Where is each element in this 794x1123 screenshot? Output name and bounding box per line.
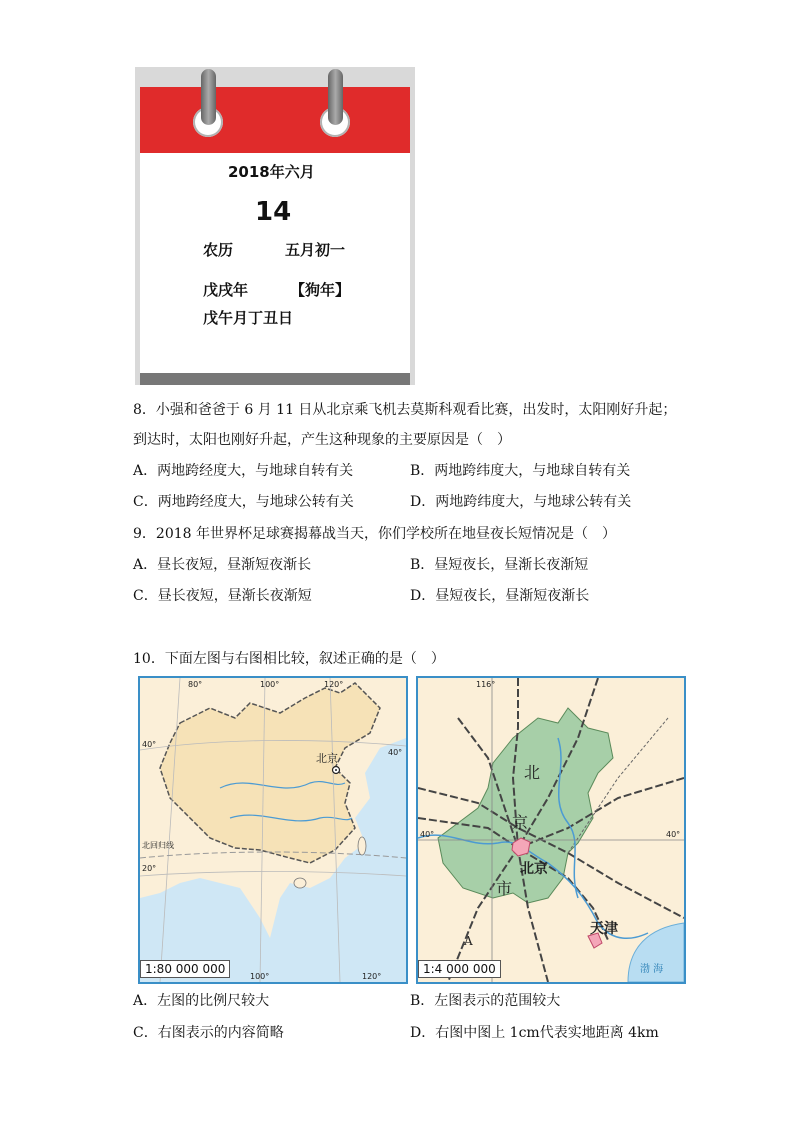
right-map-drawing bbox=[418, 678, 684, 982]
calendar-lunar-label: 农历 bbox=[203, 241, 234, 259]
left-map-beijing-label: 北京 bbox=[316, 752, 338, 765]
q8-option-a[interactable]: A．两地跨经度大，与地球自转有关 bbox=[133, 463, 354, 479]
q10-option-d[interactable]: D．右图中图上 1cm代表实地距离 4km bbox=[410, 1025, 659, 1041]
right-map-region-char-shi: 市 bbox=[496, 879, 513, 898]
left-map-bottom-lon-100: 100° bbox=[250, 972, 270, 981]
right-map-point-a: A bbox=[464, 934, 473, 948]
q8-stem-line1: 8．小强和爸爸于 6 月 11 日从北京乘飞机去莫斯科观看比赛，出发时，太阳刚好升起； bbox=[133, 402, 677, 418]
q8-option-b[interactable]: B．两地跨纬度大，与地球自转有关 bbox=[410, 463, 631, 479]
q9-option-a[interactable]: A．昼长夜短，昼渐短夜渐长 bbox=[133, 557, 312, 573]
left-map-lon-80: 80° bbox=[188, 680, 203, 689]
right-map-beijing bbox=[416, 676, 686, 984]
left-map-taiwan bbox=[358, 837, 366, 855]
calendar-ganzhi-month-day: 戊午月丁丑日 bbox=[203, 309, 294, 327]
left-map-tropic-label: 北回归线 bbox=[142, 841, 174, 850]
right-map-tianjin-label: 天津 bbox=[590, 921, 618, 937]
left-map-lat-20: 20° bbox=[142, 864, 157, 873]
q8-option-c[interactable]: C．两地跨经度大，与地球公转有关 bbox=[133, 494, 354, 510]
left-map-china bbox=[138, 676, 408, 984]
q9-stem: 9．2018 年世界杯足球赛揭幕战当天，你们学校所在地昼夜长短情况是（ ） bbox=[133, 526, 616, 542]
q10-option-b[interactable]: B．左图表示的范围较大 bbox=[410, 993, 561, 1009]
q8-option-d[interactable]: D．两地跨纬度大，与地球公转有关 bbox=[410, 494, 632, 510]
calendar-ganzhi-year: 戊戌年 bbox=[203, 281, 249, 299]
q10-stem: 10．下面左图与右图相比较，叙述正确的是（ ） bbox=[133, 651, 445, 667]
binding-ring-right-bar-icon bbox=[328, 69, 343, 125]
right-map-lat-40-right: 40° bbox=[666, 830, 681, 839]
calendar-page bbox=[140, 153, 410, 375]
right-map-scale: 1:4 000 000 bbox=[418, 960, 501, 978]
q10-option-a[interactable]: A．左图的比例尺较大 bbox=[133, 993, 270, 1009]
left-map-drawing bbox=[140, 678, 406, 982]
calendar-header bbox=[140, 87, 410, 153]
left-map-lon-100: 100° bbox=[260, 680, 280, 689]
calendar-day: 14 bbox=[255, 197, 292, 227]
q9-option-d[interactable]: D．昼短夜长，昼渐短夜渐长 bbox=[410, 588, 590, 604]
left-map-lon-120: 120° bbox=[324, 680, 344, 689]
right-map-bohai-label: 渤 海 bbox=[640, 964, 664, 975]
left-map-scale: 1:80 000 000 bbox=[140, 960, 230, 978]
calendar-zodiac: 【狗年】 bbox=[290, 281, 351, 299]
left-map-lat-40: 40° bbox=[142, 740, 157, 749]
calendar-bottom-edge bbox=[140, 373, 410, 385]
left-map-hainan bbox=[294, 878, 306, 888]
right-map-region-char-jing: 京 bbox=[512, 813, 529, 832]
q8-stem-line2: 到达时，太阳也刚好升起，产生这种现象的主要原因是（ ） bbox=[133, 432, 511, 448]
left-map-bottom-lon-120: 120° bbox=[362, 972, 382, 981]
calendar-image bbox=[135, 67, 415, 385]
q9-option-c[interactable]: C．昼长夜短，昼渐长夜渐短 bbox=[133, 588, 312, 604]
right-map-lon-116: 116° bbox=[476, 680, 496, 689]
q10-option-c[interactable]: C．右图表示的内容简略 bbox=[133, 1025, 284, 1041]
calendar-lunar-date: 五月初一 bbox=[285, 241, 346, 259]
right-map-beijing-label: 北京 bbox=[520, 861, 548, 877]
left-map-lat-40-right: 40° bbox=[388, 748, 403, 757]
calendar-year-month: 2018年六月 bbox=[228, 163, 315, 181]
right-map-lat-40-left: 40° bbox=[420, 830, 435, 839]
q9-option-b[interactable]: B．昼短夜长，昼渐长夜渐短 bbox=[410, 557, 589, 573]
binding-ring-left-bar-icon bbox=[201, 69, 216, 125]
right-map-region-char-bei: 北 bbox=[524, 763, 541, 782]
